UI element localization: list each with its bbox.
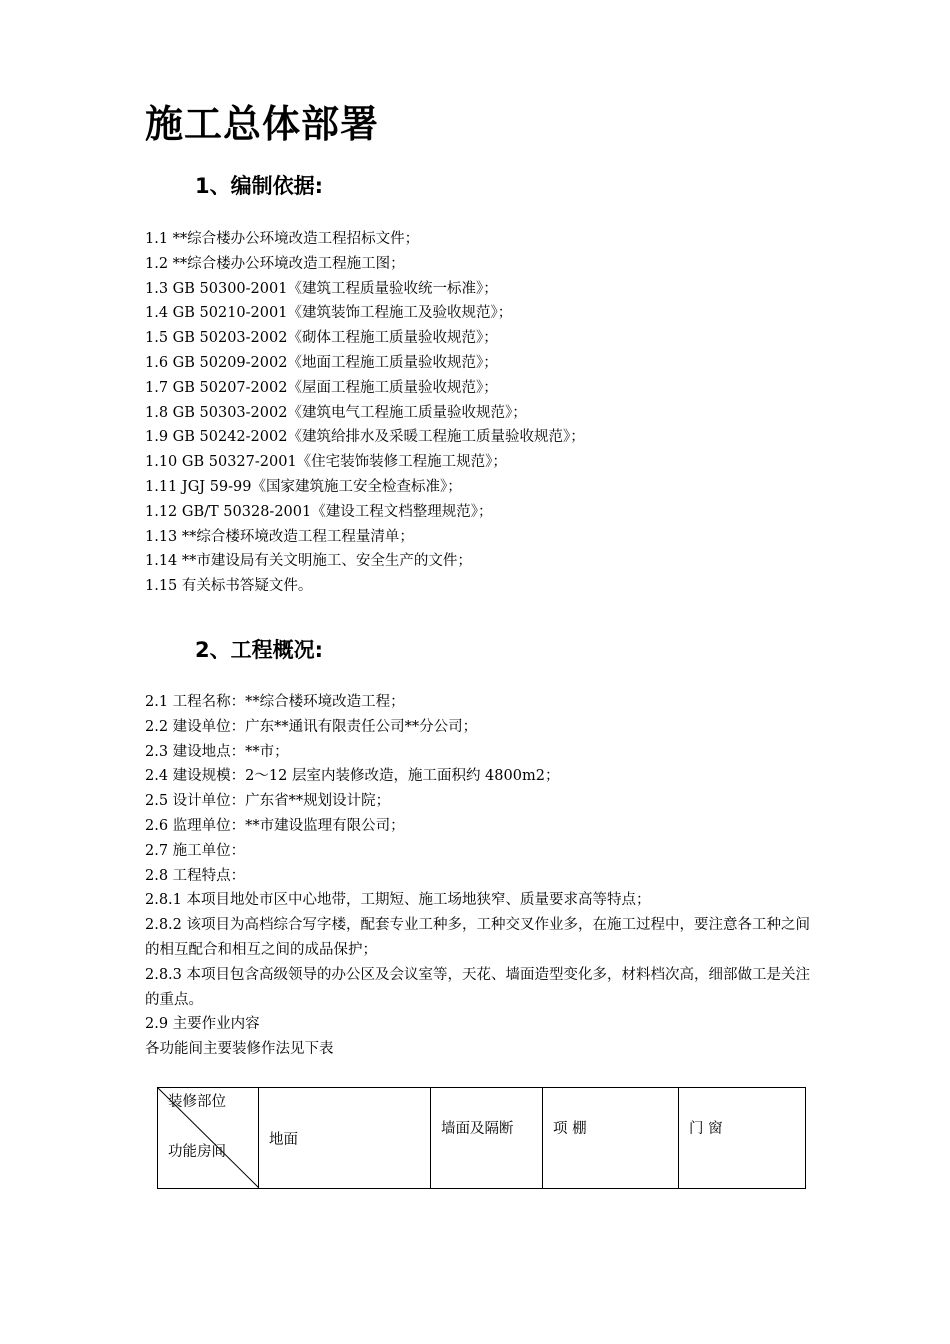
list-item: 2.2 建设单位：广东**通讯有限责任公司**分公司； bbox=[145, 718, 478, 735]
diag-top-label: 装修部位 bbox=[168, 1094, 226, 1110]
list-item: 1.10 GB 50327-2001《住宅装饰装修工程施工规范》； bbox=[145, 454, 507, 471]
overview-list bbox=[145, 690, 810, 1062]
basis-list bbox=[145, 227, 810, 599]
list-item: 1.6 GB 50209-2002《地面工程施工质量验收规范》； bbox=[145, 354, 498, 371]
list-item: 1.9 GB 50242-2002《建筑给排水及采暖工程施工质量验收规范》； bbox=[145, 429, 585, 446]
list-item: 1.4 GB 50210-2001《建筑装饰工程施工及验收规范》； bbox=[145, 305, 513, 322]
list-item: 2.6 监理单位：**市建设监理有限公司； bbox=[145, 817, 405, 834]
list-item: 2.4 建设规模：2～12 层室内装修改造，施工面积约 4800m2； bbox=[145, 768, 560, 785]
list-item: 1.2 **综合楼办公环境改造工程施工图； bbox=[145, 255, 405, 272]
list-item: 1.14 **市建设局有关文明施工、安全生产的文件； bbox=[145, 553, 472, 570]
finish-table bbox=[157, 1087, 806, 1189]
list-item: 1.1 **综合楼办公环境改造工程招标文件； bbox=[145, 231, 420, 247]
list-item: 1.8 GB 50303-2002《建筑电气工程施工质量验收规范》； bbox=[145, 404, 527, 421]
list-item: 1.3 GB 50300-2001《建筑工程质量验收统一标准》； bbox=[145, 280, 498, 297]
list-item: 2.8 工程特点： bbox=[145, 867, 246, 884]
header-ceiling: 项 棚 bbox=[543, 1088, 679, 1189]
list-item: 2.8.2 该项目为高档综合写字楼，配套专业工种多，工种交叉作业多，在施工过程中，要注意各工种之间的相互配合和相互之间的成品保护； bbox=[145, 917, 810, 958]
list-item: 2.5 设计单位：广东省**规划设计院； bbox=[145, 793, 391, 810]
header-floor: 地面 bbox=[259, 1088, 431, 1189]
list-item: 2.1 工程名称：**综合楼环境改造工程； bbox=[145, 694, 405, 710]
list-item: 2.9 主要作业内容 bbox=[145, 1016, 260, 1033]
list-item: 1.13 **综合楼环境改造工程工程量清单； bbox=[145, 528, 414, 545]
list-item: 2.8.3 本项目包含高级领导的办公区及会议室等，天花、墙面造型变化多，材料档次高，细部做工是关注的重点。 bbox=[145, 966, 810, 1008]
list-item: 2.3 建设地点：**市； bbox=[145, 743, 289, 760]
section-heading-overview: 2、工程概况: bbox=[195, 638, 324, 662]
diag-bottom-label: 功能房间 bbox=[168, 1144, 226, 1160]
list-item: 2.7 施工单位： bbox=[145, 842, 246, 859]
header-wall: 墙面及隔断 bbox=[431, 1088, 543, 1189]
section-heading-basis: 1、编制依据: bbox=[195, 174, 324, 198]
list-item: 1.7 GB 50207-2002《屋面工程施工质量验收规范》； bbox=[145, 379, 498, 396]
page-title: 施工总体部署 bbox=[145, 101, 380, 146]
list-item: 1.5 GB 50203-2002《砌体工程施工质量验收规范》； bbox=[145, 330, 498, 347]
list-item: 各功能间主要装修作法见下表 bbox=[145, 1041, 334, 1058]
list-item: 1.12 GB/T 50328-2001《建设工程文档整理规范》； bbox=[145, 503, 493, 520]
list-item: 1.15 有关标书答疑文件。 bbox=[145, 578, 313, 595]
header-door: 门 窗 bbox=[679, 1088, 806, 1189]
table-header-row bbox=[158, 1088, 806, 1189]
list-item: 1.11 JGJ 59-99《国家建筑施工安全检查标准》； bbox=[145, 478, 462, 495]
list-item: 2.8.1 本项目地处市区中心地带，工期短、施工场地狭窄、质量要求高等特点； bbox=[145, 892, 651, 909]
diagonal-header-cell bbox=[158, 1088, 259, 1189]
